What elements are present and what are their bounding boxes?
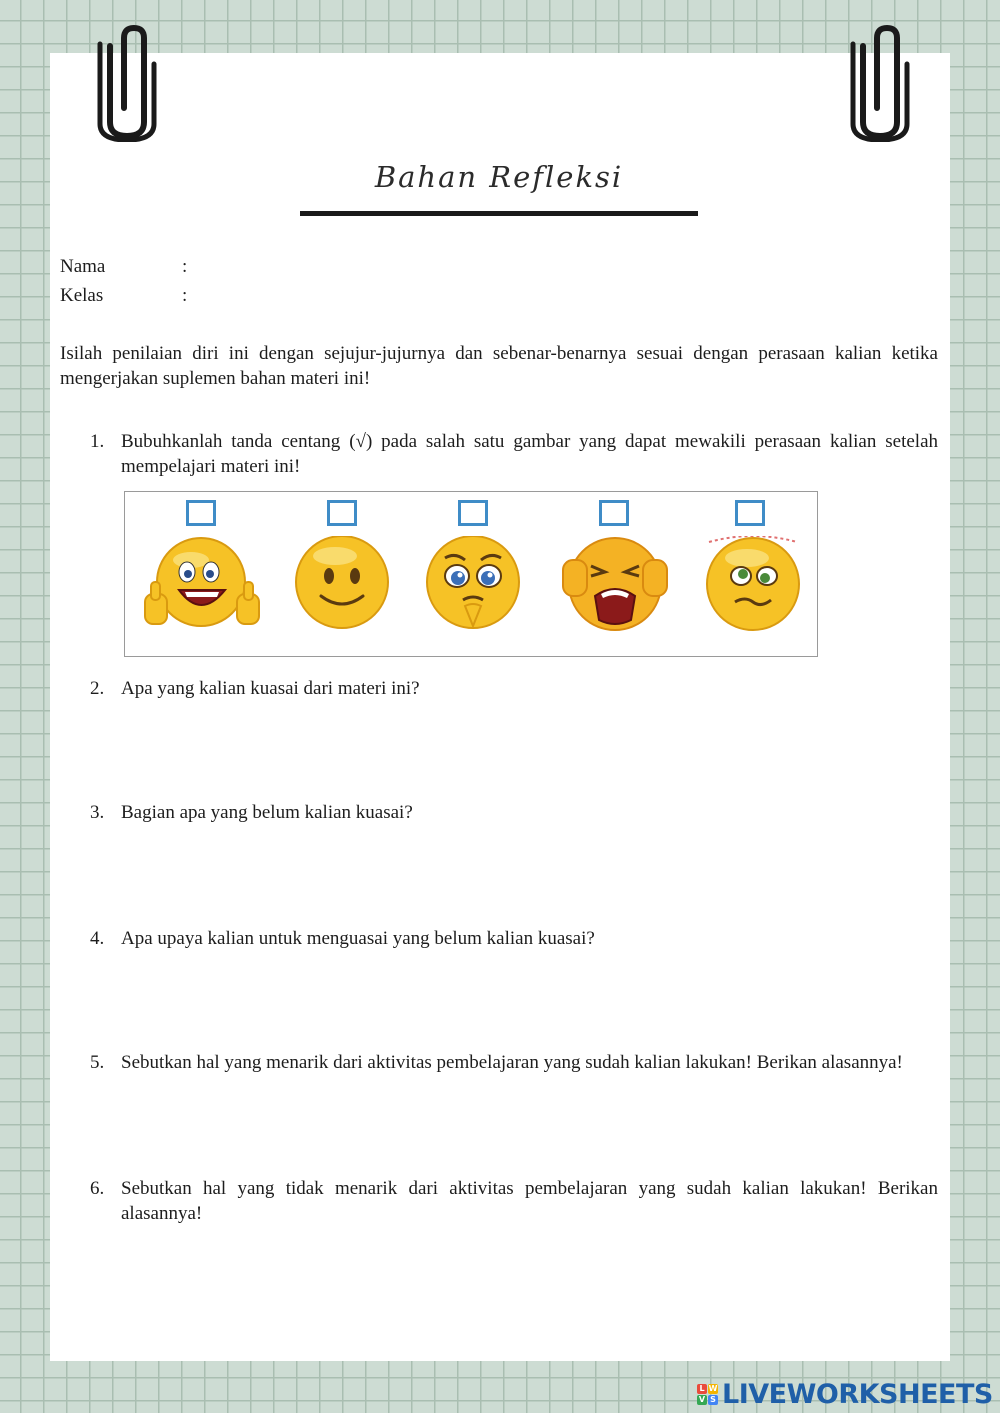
class-label: Kelas — [60, 285, 104, 306]
question-text: Bagian apa yang belum kalian kuasai? — [121, 802, 413, 823]
page-title: Bahan Refleksi — [374, 160, 624, 194]
question-text: Bubuhkanlah tanda centang (√) pada salah satu gambar yang dapat mewakili perasaan kalian setelah mempelajari materi ini! — [121, 431, 938, 477]
question-number: 5. — [90, 1052, 105, 1073]
question-text: Sebutkan hal yang tidak menarik dari aktivitas pembelajaran yang sudah kalian lakukan! Berikan alasannya! — [121, 1178, 938, 1224]
question-5 — [90, 1050, 938, 1075]
thumbs-up-laughing-face-icon — [143, 536, 263, 636]
smiling-face-icon — [285, 536, 405, 636]
checkbox[interactable] — [186, 500, 216, 526]
name-field[interactable] — [60, 256, 187, 278]
question-1 — [90, 429, 938, 479]
name-colon: : — [182, 256, 188, 277]
paperclip-icon — [849, 24, 911, 142]
question-number: 1. — [90, 431, 105, 452]
question-number: 4. — [90, 928, 105, 949]
question-2 — [90, 676, 938, 701]
emoji-option-1[interactable] — [143, 492, 263, 652]
question-4 — [90, 926, 938, 951]
emoji-option-5[interactable] — [695, 492, 815, 652]
checkbox[interactable] — [458, 500, 488, 526]
question-text: Apa yang kalian kuasai dari materi ini? — [121, 678, 420, 699]
question-6 — [90, 1176, 938, 1226]
dizzy-sick-face-icon — [695, 536, 815, 636]
liveworksheets-badge-icon: L W V S — [698, 1383, 718, 1404]
emoji-option-3[interactable] — [415, 492, 535, 652]
worksheet-page — [50, 53, 950, 1361]
name-label: Nama — [60, 256, 106, 277]
question-number: 2. — [90, 678, 105, 699]
checkbox[interactable] — [735, 500, 765, 526]
pleading-face-icon — [415, 536, 535, 636]
title-underline — [300, 211, 698, 216]
question-number: 6. — [90, 1178, 105, 1199]
question-text: Apa upaya kalian untuk menguasai yang belum kalian kuasai? — [121, 928, 595, 949]
emoji-option-4[interactable] — [557, 492, 677, 652]
liveworksheets-logo[interactable] — [697, 1378, 993, 1410]
instructions-text: Isilah penilaian diri ini dengan sejujur-jujurnya dan sebenar-benarnya sesuai dengan perasaan kalian ketika mengerjakan suplemen bahan materi ini! — [60, 343, 938, 389]
question-3 — [90, 800, 938, 825]
class-field[interactable] — [60, 285, 187, 307]
checkbox[interactable] — [327, 500, 357, 526]
question-text: Sebutkan hal yang menarik dari aktivitas pembelajaran yang sudah kalian lakukan! Berikan alasannya! — [121, 1052, 903, 1073]
emoji-option-2[interactable] — [285, 492, 405, 652]
crying-face-icon — [557, 536, 677, 636]
paperclip-icon — [96, 24, 158, 142]
class-colon: : — [182, 285, 188, 306]
question-number: 3. — [90, 802, 105, 823]
checkbox[interactable] — [599, 500, 629, 526]
brand-name: LIVEWORKSHEETS — [722, 1378, 993, 1410]
emoji-choice-panel — [124, 491, 818, 657]
